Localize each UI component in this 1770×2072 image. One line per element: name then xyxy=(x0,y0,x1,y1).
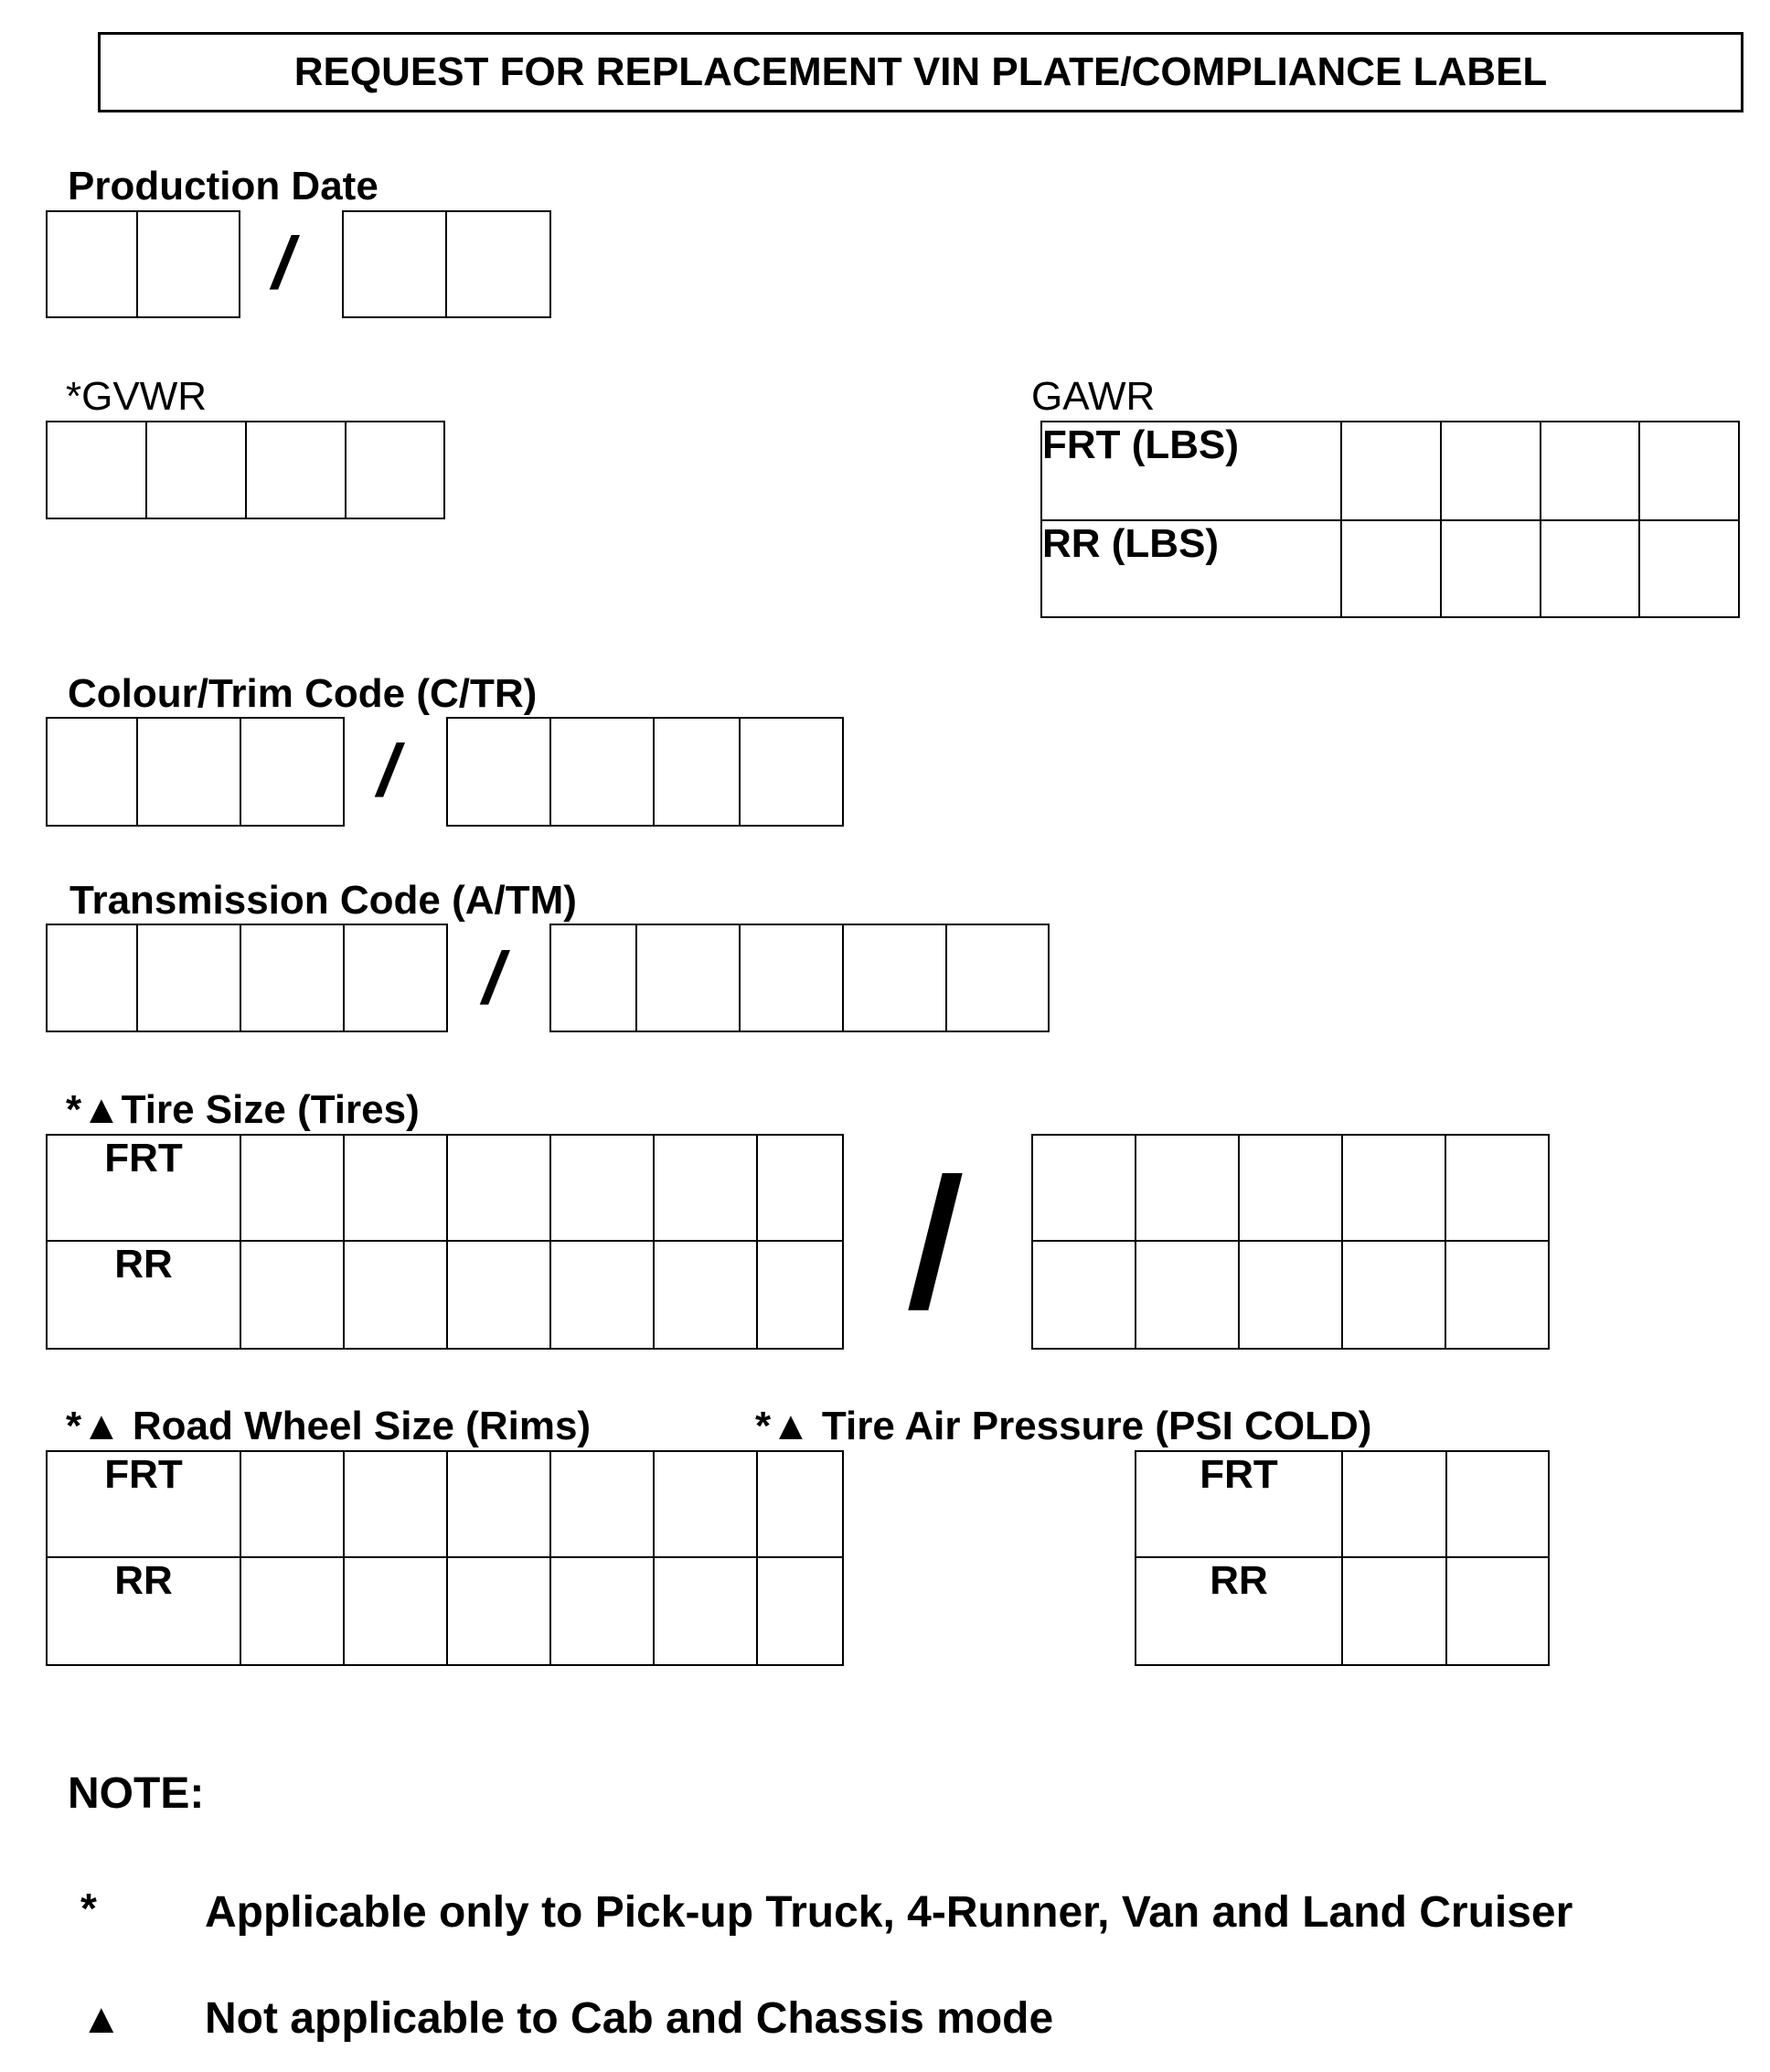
tire-size-front-box[interactable] xyxy=(1239,1135,1342,1241)
road-wheel-rear-box[interactable] xyxy=(757,1557,843,1665)
note-asterisk-mark: * xyxy=(80,1885,97,1932)
gvwr-boxes xyxy=(46,421,445,519)
production-date-month-boxes xyxy=(46,210,240,318)
tire-size-rear-box[interactable] xyxy=(757,1241,843,1349)
tire-size-front-box[interactable] xyxy=(447,1135,550,1241)
road-wheel-front-box[interactable] xyxy=(447,1451,550,1557)
tire-size-front-box[interactable] xyxy=(1032,1135,1136,1241)
gawr-front-box[interactable] xyxy=(1639,422,1739,520)
gawr-front-box[interactable] xyxy=(1341,422,1441,520)
tire-size-rear-label: RR xyxy=(47,1241,240,1349)
road-wheel-front-box[interactable] xyxy=(550,1451,654,1557)
tire-size-right-table xyxy=(1031,1134,1550,1350)
tire-size-rear-box[interactable] xyxy=(1136,1241,1239,1349)
tire-size-rear-box[interactable] xyxy=(447,1241,550,1349)
road-wheel-table xyxy=(46,1450,844,1666)
tire-pressure-table xyxy=(1135,1450,1550,1666)
transmission-a-boxes xyxy=(46,924,448,1032)
colour-box[interactable] xyxy=(137,718,240,826)
tire-pressure-rear-box[interactable] xyxy=(1342,1557,1446,1665)
colour-trim-separator: / xyxy=(370,730,409,811)
gvwr-box[interactable] xyxy=(246,422,346,518)
transmission-label: Transmission Code (A/TM) xyxy=(69,878,577,923)
trim-boxes xyxy=(446,717,844,827)
transmission-box[interactable] xyxy=(137,924,240,1031)
trim-box[interactable] xyxy=(740,718,843,826)
production-date-box[interactable] xyxy=(446,211,550,317)
colour-box[interactable] xyxy=(240,718,344,826)
note-triangle-mark: ▲ xyxy=(80,1994,123,2042)
transmission-tm-boxes xyxy=(549,924,1050,1032)
road-wheel-front-box[interactable] xyxy=(654,1451,757,1557)
tire-size-front-label: FRT xyxy=(47,1135,240,1241)
production-date-box[interactable] xyxy=(343,211,446,317)
tire-size-rear-box[interactable] xyxy=(654,1241,757,1349)
form-title: REQUEST FOR REPLACEMENT VIN PLATE/COMPLIANCE LABEL xyxy=(98,32,1743,112)
tire-size-rear-box[interactable] xyxy=(550,1241,654,1349)
gawr-front-box[interactable] xyxy=(1441,422,1541,520)
note-triangle-text: Not applicable to Cab and Chassis mode xyxy=(205,1994,1054,2043)
transmission-separator: / xyxy=(475,937,514,1019)
road-wheel-rear-box[interactable] xyxy=(654,1557,757,1665)
colour-box[interactable] xyxy=(47,718,137,826)
tire-size-rear-box[interactable] xyxy=(1342,1241,1445,1349)
gawr-rear-label: RR (LBS) xyxy=(1041,520,1341,617)
tire-pressure-rear-box[interactable] xyxy=(1446,1557,1549,1665)
tire-size-front-box[interactable] xyxy=(240,1135,344,1241)
tire-size-rear-box[interactable] xyxy=(344,1241,447,1349)
transmission-box[interactable] xyxy=(47,924,137,1031)
tire-size-front-box[interactable] xyxy=(757,1135,843,1241)
tire-size-front-box[interactable] xyxy=(550,1135,654,1241)
colour-trim-label: Colour/Trim Code (C/TR) xyxy=(68,671,538,716)
production-date-box[interactable] xyxy=(47,211,137,317)
tire-pressure-rear-label: RR xyxy=(1136,1557,1342,1665)
gawr-table xyxy=(1040,421,1740,618)
road-wheel-rear-label: RR xyxy=(47,1557,240,1665)
tire-size-rear-box[interactable] xyxy=(1032,1241,1136,1349)
road-wheel-label: *▲ Road Wheel Size (Rims) xyxy=(66,1404,592,1448)
tire-size-separator xyxy=(908,1173,962,1310)
trim-box[interactable] xyxy=(550,718,654,826)
gawr-rear-box[interactable] xyxy=(1639,520,1739,617)
tire-size-front-box[interactable] xyxy=(344,1135,447,1241)
gawr-rear-box[interactable] xyxy=(1441,520,1541,617)
transmission-box[interactable] xyxy=(550,924,636,1031)
production-date-label: Production Date xyxy=(68,164,379,208)
production-date-separator: / xyxy=(265,222,304,304)
gvwr-box[interactable] xyxy=(146,422,246,518)
tire-size-front-box[interactable] xyxy=(1136,1135,1239,1241)
trim-box[interactable] xyxy=(447,718,550,826)
gvwr-box[interactable] xyxy=(47,422,146,518)
tire-size-left-table xyxy=(46,1134,844,1350)
gawr-front-box[interactable] xyxy=(1541,422,1640,520)
tire-pressure-front-box[interactable] xyxy=(1446,1451,1549,1557)
tire-pressure-front-box[interactable] xyxy=(1342,1451,1446,1557)
tire-size-front-box[interactable] xyxy=(654,1135,757,1241)
road-wheel-front-box[interactable] xyxy=(757,1451,843,1557)
trim-box[interactable] xyxy=(654,718,740,826)
transmission-box[interactable] xyxy=(843,924,946,1031)
tire-size-rear-box[interactable] xyxy=(1445,1241,1549,1349)
gvwr-label: *GVWR xyxy=(66,374,207,419)
gawr-rear-box[interactable] xyxy=(1541,520,1640,617)
transmission-box[interactable] xyxy=(946,924,1049,1031)
transmission-box[interactable] xyxy=(636,924,740,1031)
note-asterisk-text: Applicable only to Pick-up Truck, 4-Runner, Van and Land Cruiser xyxy=(205,1888,1573,1937)
note-heading: NOTE: xyxy=(68,1769,205,1818)
tire-pressure-label: *▲ Tire Air Pressure (PSI COLD) xyxy=(755,1404,1372,1448)
road-wheel-front-box[interactable] xyxy=(240,1451,344,1557)
transmission-box[interactable] xyxy=(740,924,843,1031)
road-wheel-rear-box[interactable] xyxy=(344,1557,447,1665)
tire-size-rear-box[interactable] xyxy=(1239,1241,1342,1349)
road-wheel-rear-box[interactable] xyxy=(240,1557,344,1665)
road-wheel-front-label: FRT xyxy=(47,1451,240,1557)
gawr-label: GAWR xyxy=(1031,374,1156,419)
colour-boxes xyxy=(46,717,345,827)
tire-size-front-box[interactable] xyxy=(1445,1135,1549,1241)
tire-pressure-front-label: FRT xyxy=(1136,1451,1342,1557)
road-wheel-rear-box[interactable] xyxy=(550,1557,654,1665)
transmission-box[interactable] xyxy=(240,924,344,1031)
transmission-box[interactable] xyxy=(344,924,447,1031)
tire-size-front-box[interactable] xyxy=(1342,1135,1445,1241)
road-wheel-rear-box[interactable] xyxy=(447,1557,550,1665)
road-wheel-front-box[interactable] xyxy=(344,1451,447,1557)
production-date-box[interactable] xyxy=(137,211,240,317)
production-date-year-boxes xyxy=(342,210,551,318)
gawr-front-label: FRT (LBS) xyxy=(1041,422,1341,520)
gawr-rear-box[interactable] xyxy=(1341,520,1441,617)
gvwr-box[interactable] xyxy=(346,422,444,518)
tire-size-label: *▲Tire Size (Tires) xyxy=(66,1087,420,1132)
tire-size-rear-box[interactable] xyxy=(240,1241,344,1349)
